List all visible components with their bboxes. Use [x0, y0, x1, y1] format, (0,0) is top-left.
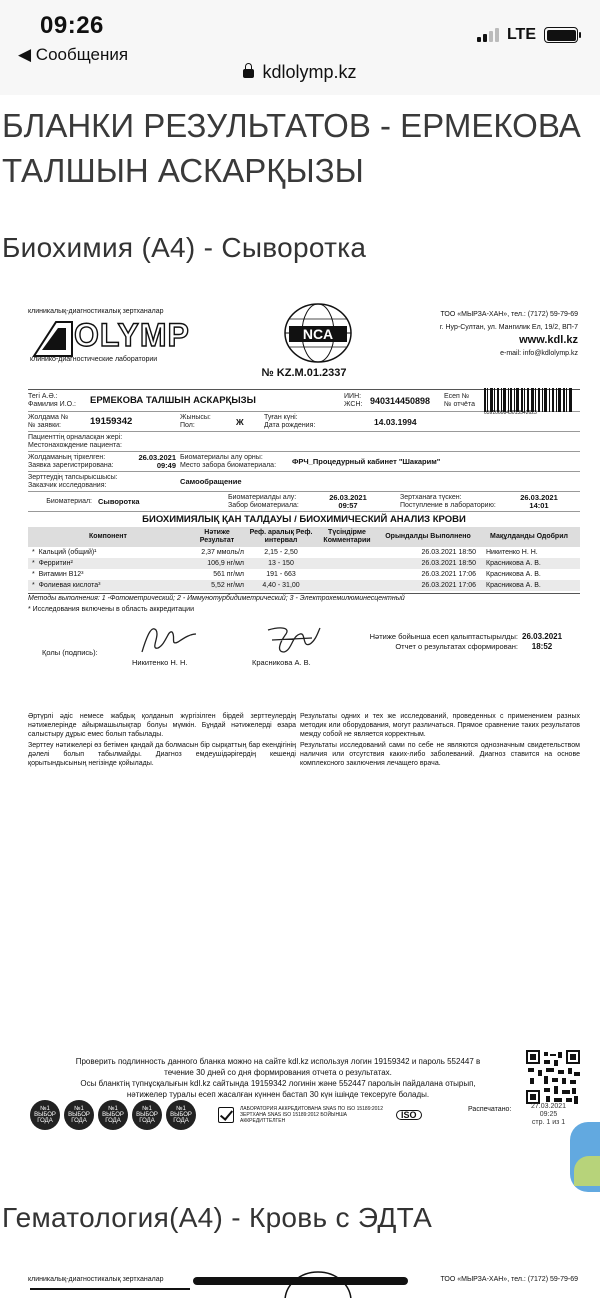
lock-icon [243, 69, 254, 78]
iin-label-kz: ИИН: [344, 392, 362, 400]
patient-name: ЕРМЕКОВА ТАЛШЫН АСКАРҚЫЗЫ [90, 395, 256, 406]
status-indicators [477, 26, 578, 44]
row-comment [316, 558, 378, 569]
row-result: 106,9 нг/мл [188, 558, 246, 569]
sex-label-ru: Пол: [180, 421, 195, 429]
page-title: БЛАНКИ РЕЗУЛЬТАТОВ - ЕРМЕКОВА ТАЛШЫН АСКАРҚЫЗЫ [2, 107, 581, 189]
sex-label-kz: Жынысы: [180, 413, 211, 421]
qr-code-icon[interactable] [526, 1050, 580, 1104]
accreditation-block [218, 1106, 422, 1124]
org-line1-2: ТОО «МЫРЗА-ХАН», тел.: (7172) 59-79-69 [440, 1276, 578, 1283]
row-approved: Никитенко Н. Н. [486, 549, 538, 556]
arrive-date: 26.03.2021 [520, 492, 558, 502]
customer: Самообращение [180, 477, 242, 486]
org-info [440, 308, 578, 360]
accred-text-1: ЛАБОРАТОРИЯ АККРЕДИТОВАНА SNAS ПО ISO 15189:2012 [240, 1106, 383, 1112]
award-badge: №1 ВЫБОР ГОДА [30, 1100, 60, 1130]
row-ref: 13 - 150 [246, 558, 316, 569]
row-comment [316, 569, 378, 580]
row-ref: 4,40 - 31,00 [246, 580, 316, 591]
location-label-ru: Местонахождение пациента: [28, 441, 122, 449]
report-label-ru: № отчёта [444, 400, 475, 408]
row-approved: Красникова А. В. [486, 571, 541, 578]
signature-1 [138, 622, 198, 658]
results-table [28, 527, 580, 591]
org-line2: г. Нур-Султан, ул. Мангилик Ел, 19/2, ВП-7 [439, 324, 578, 331]
accred-text-2: ЗЕРТХАНА SNAS ISO 15189:2012 БОЙЫНША АККРЕДИТТЕЛГЕН [240, 1112, 347, 1124]
place-label-ru: Место забора биоматериала: [180, 461, 277, 469]
checkmark-icon [218, 1107, 234, 1123]
award-badges [30, 1100, 196, 1130]
row-name: Кальций (общий)¹ [38, 549, 97, 556]
status-bar [0, 0, 600, 95]
col-approved: Мақұлданды Одобрил [478, 527, 580, 547]
logo-subtitle: клинико-диагностические лаборатории [30, 356, 158, 363]
col-ref: Реф. аралық Реф. интервал [246, 527, 316, 547]
nca-globe-icon [283, 302, 353, 364]
arrive-label-ru: Поступление в лабораторию: [400, 501, 496, 509]
iso-logo: ISO [396, 1110, 422, 1120]
order-number: 19159342 [90, 416, 133, 427]
report-label-kz: Есеп № [444, 392, 470, 400]
methods-note: Методы выполнения: 1 -Фотометрический; 2 - Иммунотурбидиметрический; 3 - Электрохемилюминесцентный [28, 593, 580, 603]
org-email[interactable]: e-mail: info@kdlolymp.kz [500, 350, 578, 357]
accreditation-note: * Исследования включены в область аккредитации [28, 606, 194, 613]
patient-iin: 940314450898 [370, 395, 431, 406]
signature-label: Қолы (подпись): [42, 648, 98, 657]
table-row: * Фолиевая кислота³ 5,52 нг/мл 4,40 - 31,00 26.03.2021 17:06 Красникова А. В. [28, 580, 580, 591]
url-bar[interactable] [0, 62, 600, 83]
dob-label-kz: Туған күні: [264, 413, 298, 421]
signal-icon [477, 28, 499, 42]
row-ref: 2,15 - 2,50 [264, 549, 298, 556]
row-name: Ферритин² [38, 560, 73, 567]
collect-label-kz: Биоматериалды алу: [228, 493, 297, 501]
row-ref: 191 - 663 [266, 571, 296, 578]
customer-label-kz: Зерттеудің тапсырысшысы: [28, 473, 118, 481]
reg-label-kz: Жолдаманың тіркелген: [28, 453, 106, 461]
reg-date: 26.03.2021 [138, 452, 176, 462]
report-barcode [484, 388, 580, 414]
biomaterial: Сыворотка [98, 497, 140, 506]
location-label-kz: Пациенттің орналасқан жері: [28, 433, 123, 441]
col-component: Компонент [28, 527, 188, 547]
signer-2-name: Красникова А. В. [252, 658, 311, 667]
row-comment [316, 580, 378, 591]
footer-ru-2: течение 30 дней со дня формирования отчета о результатах. [164, 1068, 392, 1077]
printed-time: 09:25 [539, 1111, 558, 1118]
row-comment [316, 547, 378, 558]
customer-label-ru: Заказчик исследования: [28, 481, 107, 489]
dob-label-ru: Дата рождения: [264, 421, 316, 429]
printed-label: Распечатано: [468, 1106, 512, 1113]
row-result: 5,52 нг/мл [188, 580, 246, 591]
row-done: 26.03.2021 18:50 [421, 549, 476, 556]
clock: 09:26 [40, 12, 104, 39]
disclaimer-ru [300, 712, 580, 768]
footer-ru-1: Проверить подлинность данного бланка можно на сайте kdl.kz используя логин 19159342 и пароль 552447 в [75, 1057, 481, 1066]
result-document [28, 300, 580, 1160]
logo-text: OLYMP [74, 317, 190, 353]
fio-label-ru: Фамилия И.О.: [28, 400, 76, 408]
award-badge: №1 ВЫБОР ГОДА [98, 1100, 128, 1130]
network-label: LTE [506, 26, 536, 43]
page-number: стр. 1 из 1 [531, 1119, 566, 1126]
reg-time: 09:49 [156, 460, 176, 470]
signature-2 [262, 622, 322, 658]
row-result: 2,37 ммоль/л [201, 549, 244, 556]
table-row: * Кальций (общий)¹ 2,37 ммоль/л 2,15 - 2,50 26.03.2021 18:50 Никитенко Н. Н. [28, 547, 580, 558]
section-title-hematology: Гематология(А4) - Кровь с ЭДТА [2, 1202, 433, 1233]
arrive-label-kz: Зертханаға түскен: [400, 493, 462, 501]
formed-label-ru: Отчет о результатах сформирован: [395, 642, 518, 651]
home-indicator[interactable] [193, 1277, 408, 1285]
order-label-ru: № заявки: [28, 421, 61, 429]
barcode-number: 0591060843013542623 [484, 409, 537, 416]
url-text: kdlolymp.kz [262, 62, 357, 82]
disclaimer-kz-2: Зерттеу нәтижелері өз бетімен қандай да болмасын бір сырқаттың бар екендігінің дәлелі болып табылмайды. Диагноз емдеушідәрігердің кешенді қорытындысының негізінде қойылады. [28, 742, 296, 767]
collect-time: 09:57 [338, 500, 358, 510]
col-comment: Түсіндірме Комментарии [316, 527, 378, 547]
col-done: Орындалды Выполнено [378, 527, 478, 547]
nca-text: NCA [302, 326, 334, 342]
row-approved: Красникова А. В. [478, 558, 580, 569]
arrive-time: 14:01 [529, 500, 549, 510]
signer-1-name: Никитенко Н. Н. [132, 658, 188, 667]
patient-dob: 14.03.1994 [374, 416, 417, 427]
footer-kz-2: нәтижелер туралы есеп жасалған күннен бастап 30 күн ішінде тексеруге болады. [126, 1090, 430, 1099]
patient-info [28, 389, 580, 614]
reg-label-ru: Заявка зарегистрирована: [28, 461, 114, 469]
row-done: 26.03.2021 17:06 [421, 571, 476, 578]
section-title-biochemistry: Биохимия (А4) - Сыворотка [2, 232, 367, 263]
fio-label-kz: Тегі А.Ә.: [28, 392, 58, 400]
table-row: * Ферритин² 106,9 нг/мл 13 - 150 26.03.2021 18:50 Красникова А. В. [28, 558, 580, 569]
printed-info [531, 1103, 566, 1127]
row-result: 561 пг/мл [213, 571, 244, 578]
collect-date: 26.03.2021 [329, 492, 367, 502]
org-line1: ТОО «МЫРЗА-ХАН», тел.: (7172) 59-79-69 [440, 311, 578, 318]
disclaimer-kz-1: Әртүрлі әдіс немесе жабдық қолданып жүргізілген бірдей зерттеулердің нәтижелерінде айырмашылықтар болуы мүмкін. Бұндай нәтижелерді өзара салыстыру дұрыс емес болып табылады. [28, 713, 296, 738]
floating-widget[interactable] [570, 1122, 600, 1192]
row-name: Витамин В12³ [38, 571, 84, 578]
table-row: * Витамин В12³ 561 пг/мл 191 - 663 26.03.2021 17:06 Красникова А. В. [28, 569, 580, 580]
verification-text [28, 1056, 528, 1100]
olymp-logo-2 [30, 1288, 190, 1298]
award-badge: №1 ВЫБОР ГОДА [166, 1100, 196, 1130]
back-to-messages-link[interactable]: ◀ Сообщения [18, 45, 129, 64]
disclaimer-ru-2: Результаты исследований сами по себе не являются однозначным свидетельством наличия или отсутствия каких-либо заболеваний. Диагноз ставится на основе комплексного заключения лечащего врача. [300, 742, 580, 767]
printed-date: 27.03.2021 [531, 1103, 567, 1110]
formed-date: 26.03.2021 [522, 632, 563, 641]
footer-kz-1: Осы бланктің түпнұсқалығын kdl.kz сайтында 19159342 логинін және 552447 парольін пайдалана отырып, [80, 1079, 476, 1088]
formed-label-kz: Нәтиже бойынша есеп қалыптастырылды: [369, 632, 518, 641]
collection-place: ФРЧ_Процедурный кабинет "Шакарим" [292, 457, 441, 466]
disclaimer-kz [28, 712, 296, 768]
battery-icon [544, 27, 578, 43]
order-label-kz: Жолдама № [28, 413, 69, 421]
logo-caption-2: клиникалық-диагностикалық зертханалар [28, 1276, 164, 1283]
col-result: Нәтиже Результат [188, 527, 246, 547]
disclaimer-ru-1: Результаты одних и тех же исследований, проведенных с применением разных методик или оборудования, могут различаться. Прямое сравнение таких результатов между собой не является корректным. [300, 713, 580, 738]
signatures [28, 620, 580, 690]
row-name: Фолиевая кислота³ [38, 582, 101, 589]
collect-label-ru: Забор биоматериала: [228, 501, 299, 509]
patient-sex: Ж [236, 416, 244, 427]
org-website[interactable]: www.kdl.kz [519, 334, 578, 346]
certificate-number: № KZ.M.01.2337 [261, 367, 347, 379]
row-done: 26.03.2021 18:50 [378, 558, 478, 569]
biomaterial-label: Биоматериал: [46, 497, 92, 505]
row-approved: Красникова А. В. [478, 580, 580, 591]
row-done: 26.03.2021 17:06 [378, 580, 478, 591]
iin-label-ru: ЖСН: [344, 400, 363, 408]
place-label-kz: Биоматериалы алу орны: [180, 453, 263, 461]
award-badge: №1 ВЫБОР ГОДА [132, 1100, 162, 1130]
award-badge: №1 ВЫБОР ГОДА [64, 1100, 94, 1130]
logo-caption: клиникалық-диагностикалық зертханалар [28, 308, 164, 315]
formed-time: 18:52 [531, 642, 553, 651]
analysis-title: БИОХИМИЯЛЫҚ ҚАН ТАЛДАУЫ / БИОХИМИЧЕСКИЙ АНАЛИЗ КРОВИ [142, 514, 466, 525]
